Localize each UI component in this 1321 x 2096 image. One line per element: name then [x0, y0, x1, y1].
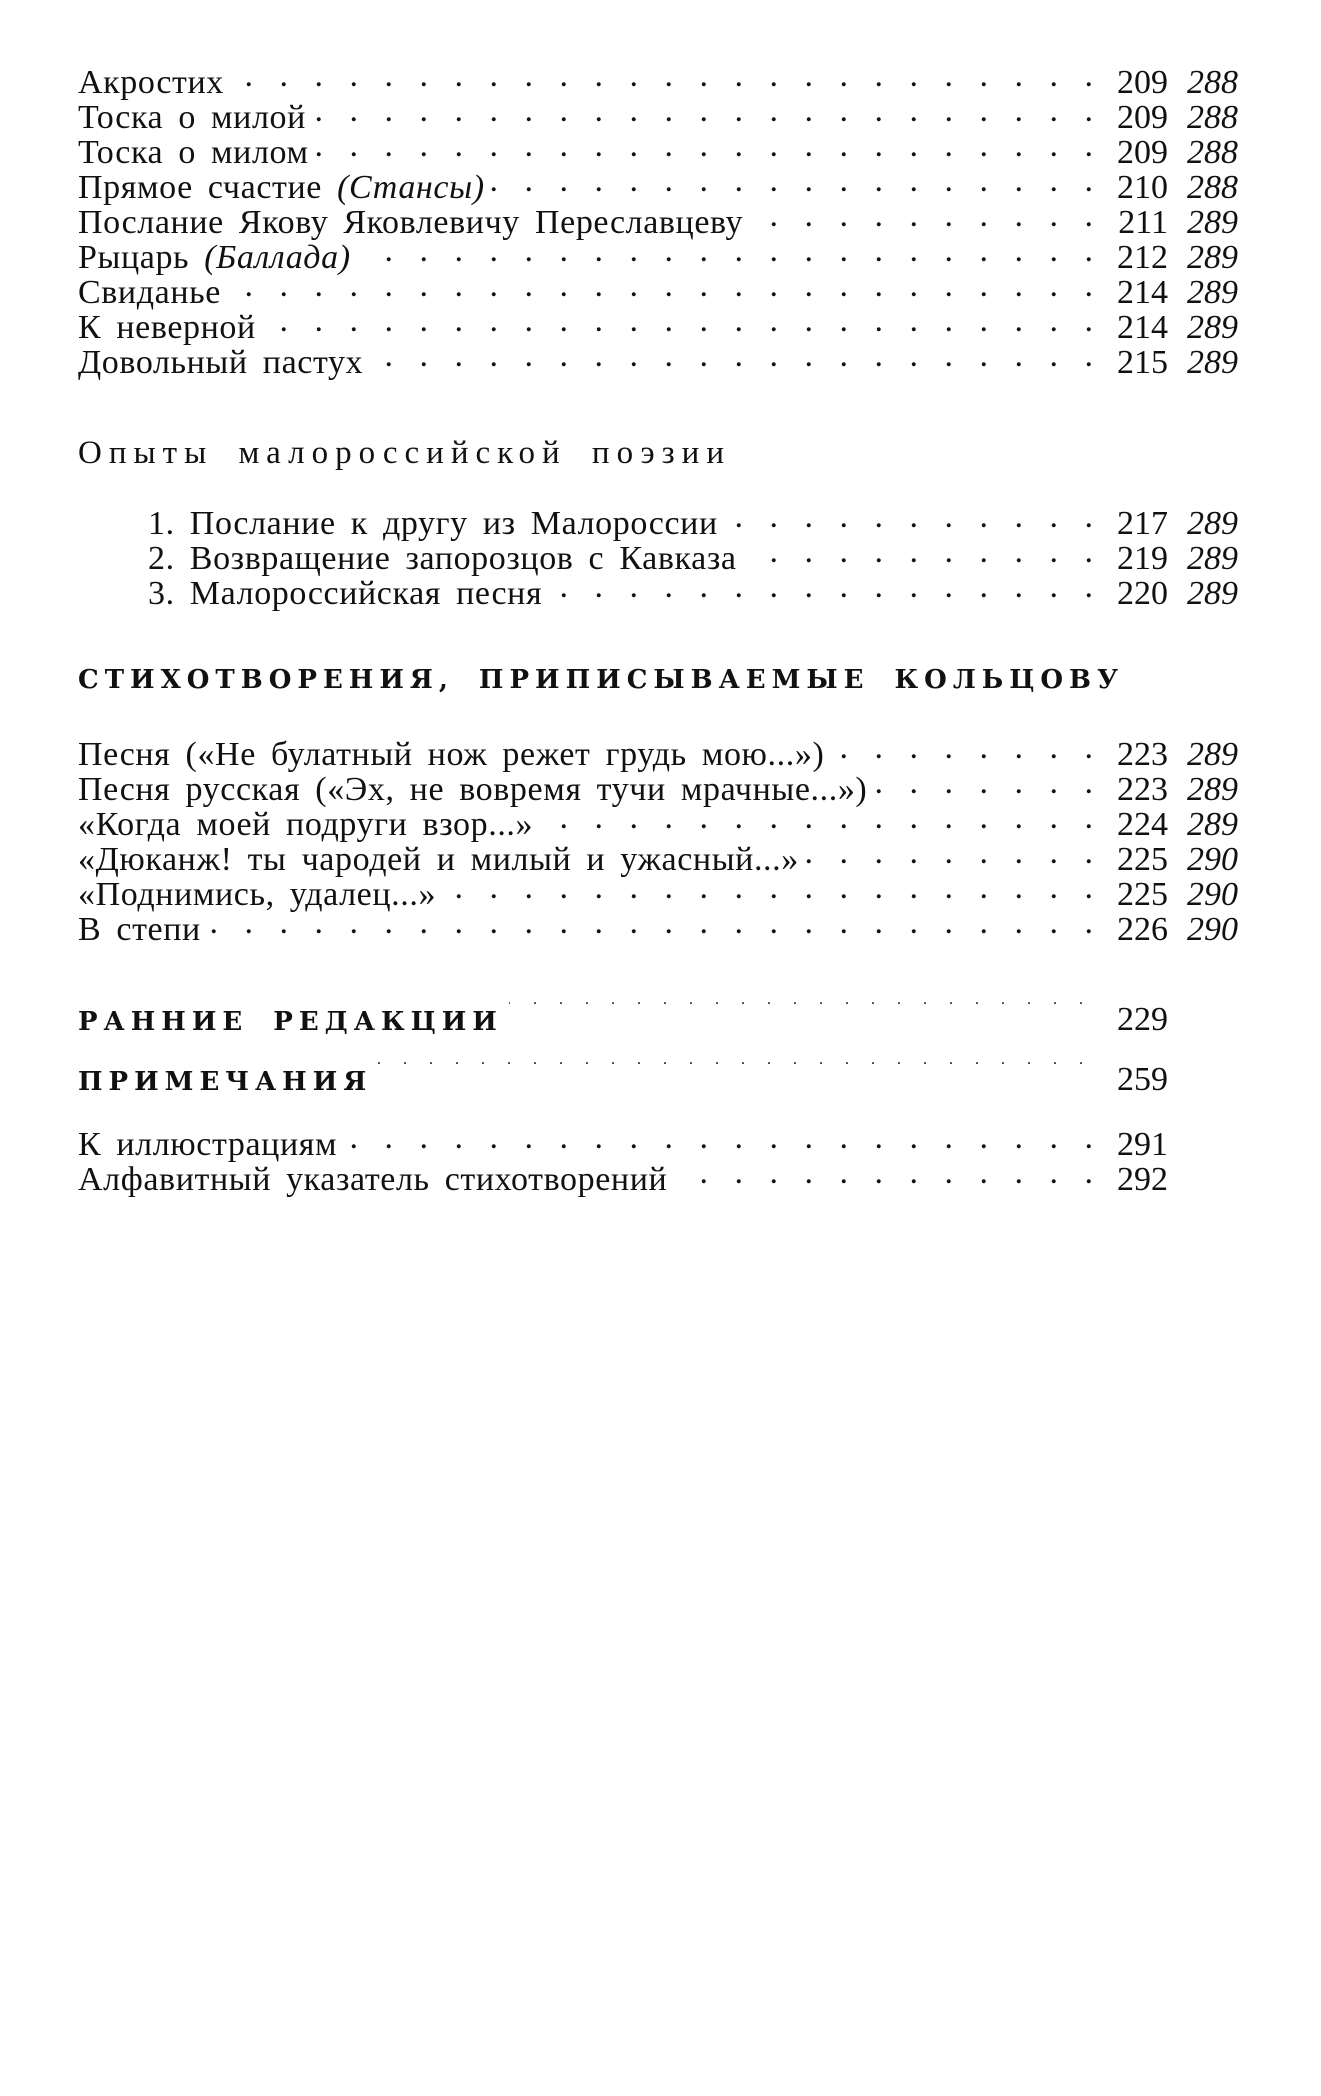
entry-note-page: 289	[1187, 806, 1238, 843]
section-heading-little-russian: Опыты малороссийской поэзии	[78, 435, 732, 471]
entry-page: 215	[1117, 344, 1168, 381]
entry-page: 259	[1117, 1061, 1168, 1098]
entry-note-page: 290	[1187, 911, 1238, 948]
entry-page: 225	[1117, 841, 1168, 878]
entry-title: ПРИМЕЧАНИЯ	[78, 1067, 373, 1097]
toc-entry	[78, 163, 1238, 206]
entry-title: К неверной	[78, 309, 256, 346]
entry-title: Песня («Не булатный нож режет грудь мою...»)	[78, 736, 825, 773]
entry-note-page: 288	[1187, 64, 1238, 101]
entry-title: «Поднимись, удалец...»	[78, 876, 437, 913]
toc-group-poems	[78, 58, 1238, 381]
entry-page: 209	[1117, 134, 1168, 171]
entry-title: Акростих	[78, 64, 224, 101]
entry-note-page: 289	[1187, 505, 1238, 542]
dot-leader	[548, 569, 1102, 604]
toc-entry	[78, 800, 1238, 843]
toc-group-attributed	[78, 730, 1238, 948]
entry-page: 291	[1117, 1126, 1168, 1163]
entry-page: 220	[1117, 575, 1168, 612]
entry-title: К иллюстрациям	[78, 1126, 338, 1163]
dot-leader	[230, 58, 1102, 93]
entry-page: 229	[1117, 1001, 1168, 1038]
toc-entry	[78, 128, 1238, 171]
toc-entry	[78, 58, 1238, 101]
entry-page: 212	[1117, 239, 1168, 276]
entry-page: 209	[1117, 99, 1168, 136]
entry-subtitle: (Стансы)	[337, 169, 485, 206]
toc-entry	[78, 870, 1238, 913]
entry-note-page: 289	[1187, 771, 1238, 808]
entry-note-page: 288	[1187, 99, 1238, 136]
toc-entry	[78, 534, 1238, 577]
toc-entry	[78, 198, 1238, 241]
entry-title: Тоска о милом	[78, 134, 309, 171]
entry-note-page: 289	[1187, 540, 1238, 577]
entry-note-page: 288	[1187, 134, 1238, 171]
entry-title: Свиданье	[78, 274, 221, 311]
toc-entry-early-versions	[78, 970, 1238, 1038]
entry-note-page: 289	[1187, 575, 1238, 612]
entry-title: Тоска о милой	[78, 99, 306, 136]
entry-page: 214	[1117, 309, 1168, 346]
entry-page: 292	[1117, 1161, 1168, 1198]
entry-note-page: 289	[1187, 204, 1238, 241]
dot-leader	[491, 163, 1102, 198]
toc-entry	[78, 569, 1238, 612]
entry-title: Песня русская («Эх, не вовремя тучи мрачные...»)	[78, 771, 868, 808]
entry-page: 219	[1117, 540, 1168, 577]
entry-note-page: 290	[1187, 841, 1238, 878]
toc-entry	[78, 1155, 1238, 1198]
dot-leader	[378, 1030, 1092, 1090]
dot-leader	[343, 1120, 1102, 1155]
entry-page: 214	[1117, 274, 1168, 311]
toc-entry	[78, 233, 1238, 276]
entry-title: РАННИЕ РЕДАКЦИИ	[78, 1007, 503, 1037]
dot-leader	[724, 499, 1102, 534]
toc-group-appendix	[78, 1120, 1238, 1198]
dot-leader	[830, 730, 1102, 765]
entry-page: 224	[1117, 806, 1168, 843]
entry-note-page: 288	[1187, 169, 1238, 206]
toc-entry	[78, 338, 1238, 381]
entry-note-page: 289	[1187, 736, 1238, 773]
entry-note-page: 290	[1187, 876, 1238, 913]
entry-title: Довольный пастух	[78, 344, 364, 381]
entry-title: В степи	[78, 911, 201, 948]
toc-entry	[78, 1120, 1238, 1163]
entry-page: 225	[1117, 876, 1168, 913]
dot-leader	[749, 198, 1102, 233]
dot-leader	[315, 128, 1102, 163]
entry-title: Послание Якову Яковлевичу Переславцеву	[78, 204, 744, 241]
toc-entry	[78, 835, 1238, 878]
entry-title-text: Рыцарь	[78, 239, 205, 276]
dot-leader	[805, 835, 1102, 870]
entry-page: 217	[1117, 505, 1168, 542]
entry-title: «Дюканж! ты чародей и милый и ужасный...»	[78, 841, 799, 878]
toc-entry	[78, 268, 1238, 311]
dot-leader	[357, 233, 1102, 268]
entry-title	[78, 170, 485, 205]
toc-entry	[78, 303, 1238, 346]
entry-title: 3. Малороссийская песня	[148, 575, 543, 612]
dot-leader	[539, 800, 1102, 835]
entry-note-page: 289	[1187, 239, 1238, 276]
section-heading-attributed: СТИХОТВОРЕНИЯ, ПРИПИСЫВАЕМЫЕ КОЛЬЦОВУ	[78, 665, 1125, 695]
dot-leader	[227, 268, 1102, 303]
toc-entry	[78, 905, 1238, 948]
dot-leader	[673, 1155, 1102, 1190]
entry-note-page: 289	[1187, 274, 1238, 311]
toc-entry	[78, 93, 1238, 136]
dot-leader	[207, 905, 1102, 940]
entry-page: 209	[1117, 64, 1168, 101]
entry-page: 223	[1117, 771, 1168, 808]
entry-title: 2. Возвращение запорозцов с Кавказа	[148, 540, 737, 577]
entry-title-text: Прямое счастие	[78, 169, 338, 206]
entry-note-page: 289	[1187, 344, 1238, 381]
table-of-contents	[78, 58, 1238, 1198]
entry-page: 223	[1117, 736, 1168, 773]
dot-leader	[369, 338, 1102, 373]
dot-leader	[442, 870, 1102, 905]
entry-note-page: 289	[1187, 309, 1238, 346]
dot-leader	[873, 765, 1102, 800]
dot-leader	[743, 534, 1102, 569]
entry-title: Алфавитный указатель стихотворений	[78, 1161, 668, 1198]
entry-page: 210	[1117, 169, 1168, 206]
dot-leader	[262, 303, 1102, 338]
dot-leader	[312, 93, 1102, 128]
entry-title: «Когда моей подруги взор...»	[78, 806, 534, 843]
toc-entry	[78, 730, 1238, 773]
toc-group-little-russian	[78, 499, 1238, 612]
entry-page: 211	[1118, 204, 1168, 241]
entry-subtitle: (Баллада)	[204, 239, 351, 276]
entry-title: 1. Послание к другу из Малороссии	[148, 505, 718, 542]
toc-entry	[78, 499, 1238, 542]
toc-entry	[78, 765, 1238, 808]
entry-page: 226	[1117, 911, 1168, 948]
dot-leader	[509, 970, 1092, 1030]
